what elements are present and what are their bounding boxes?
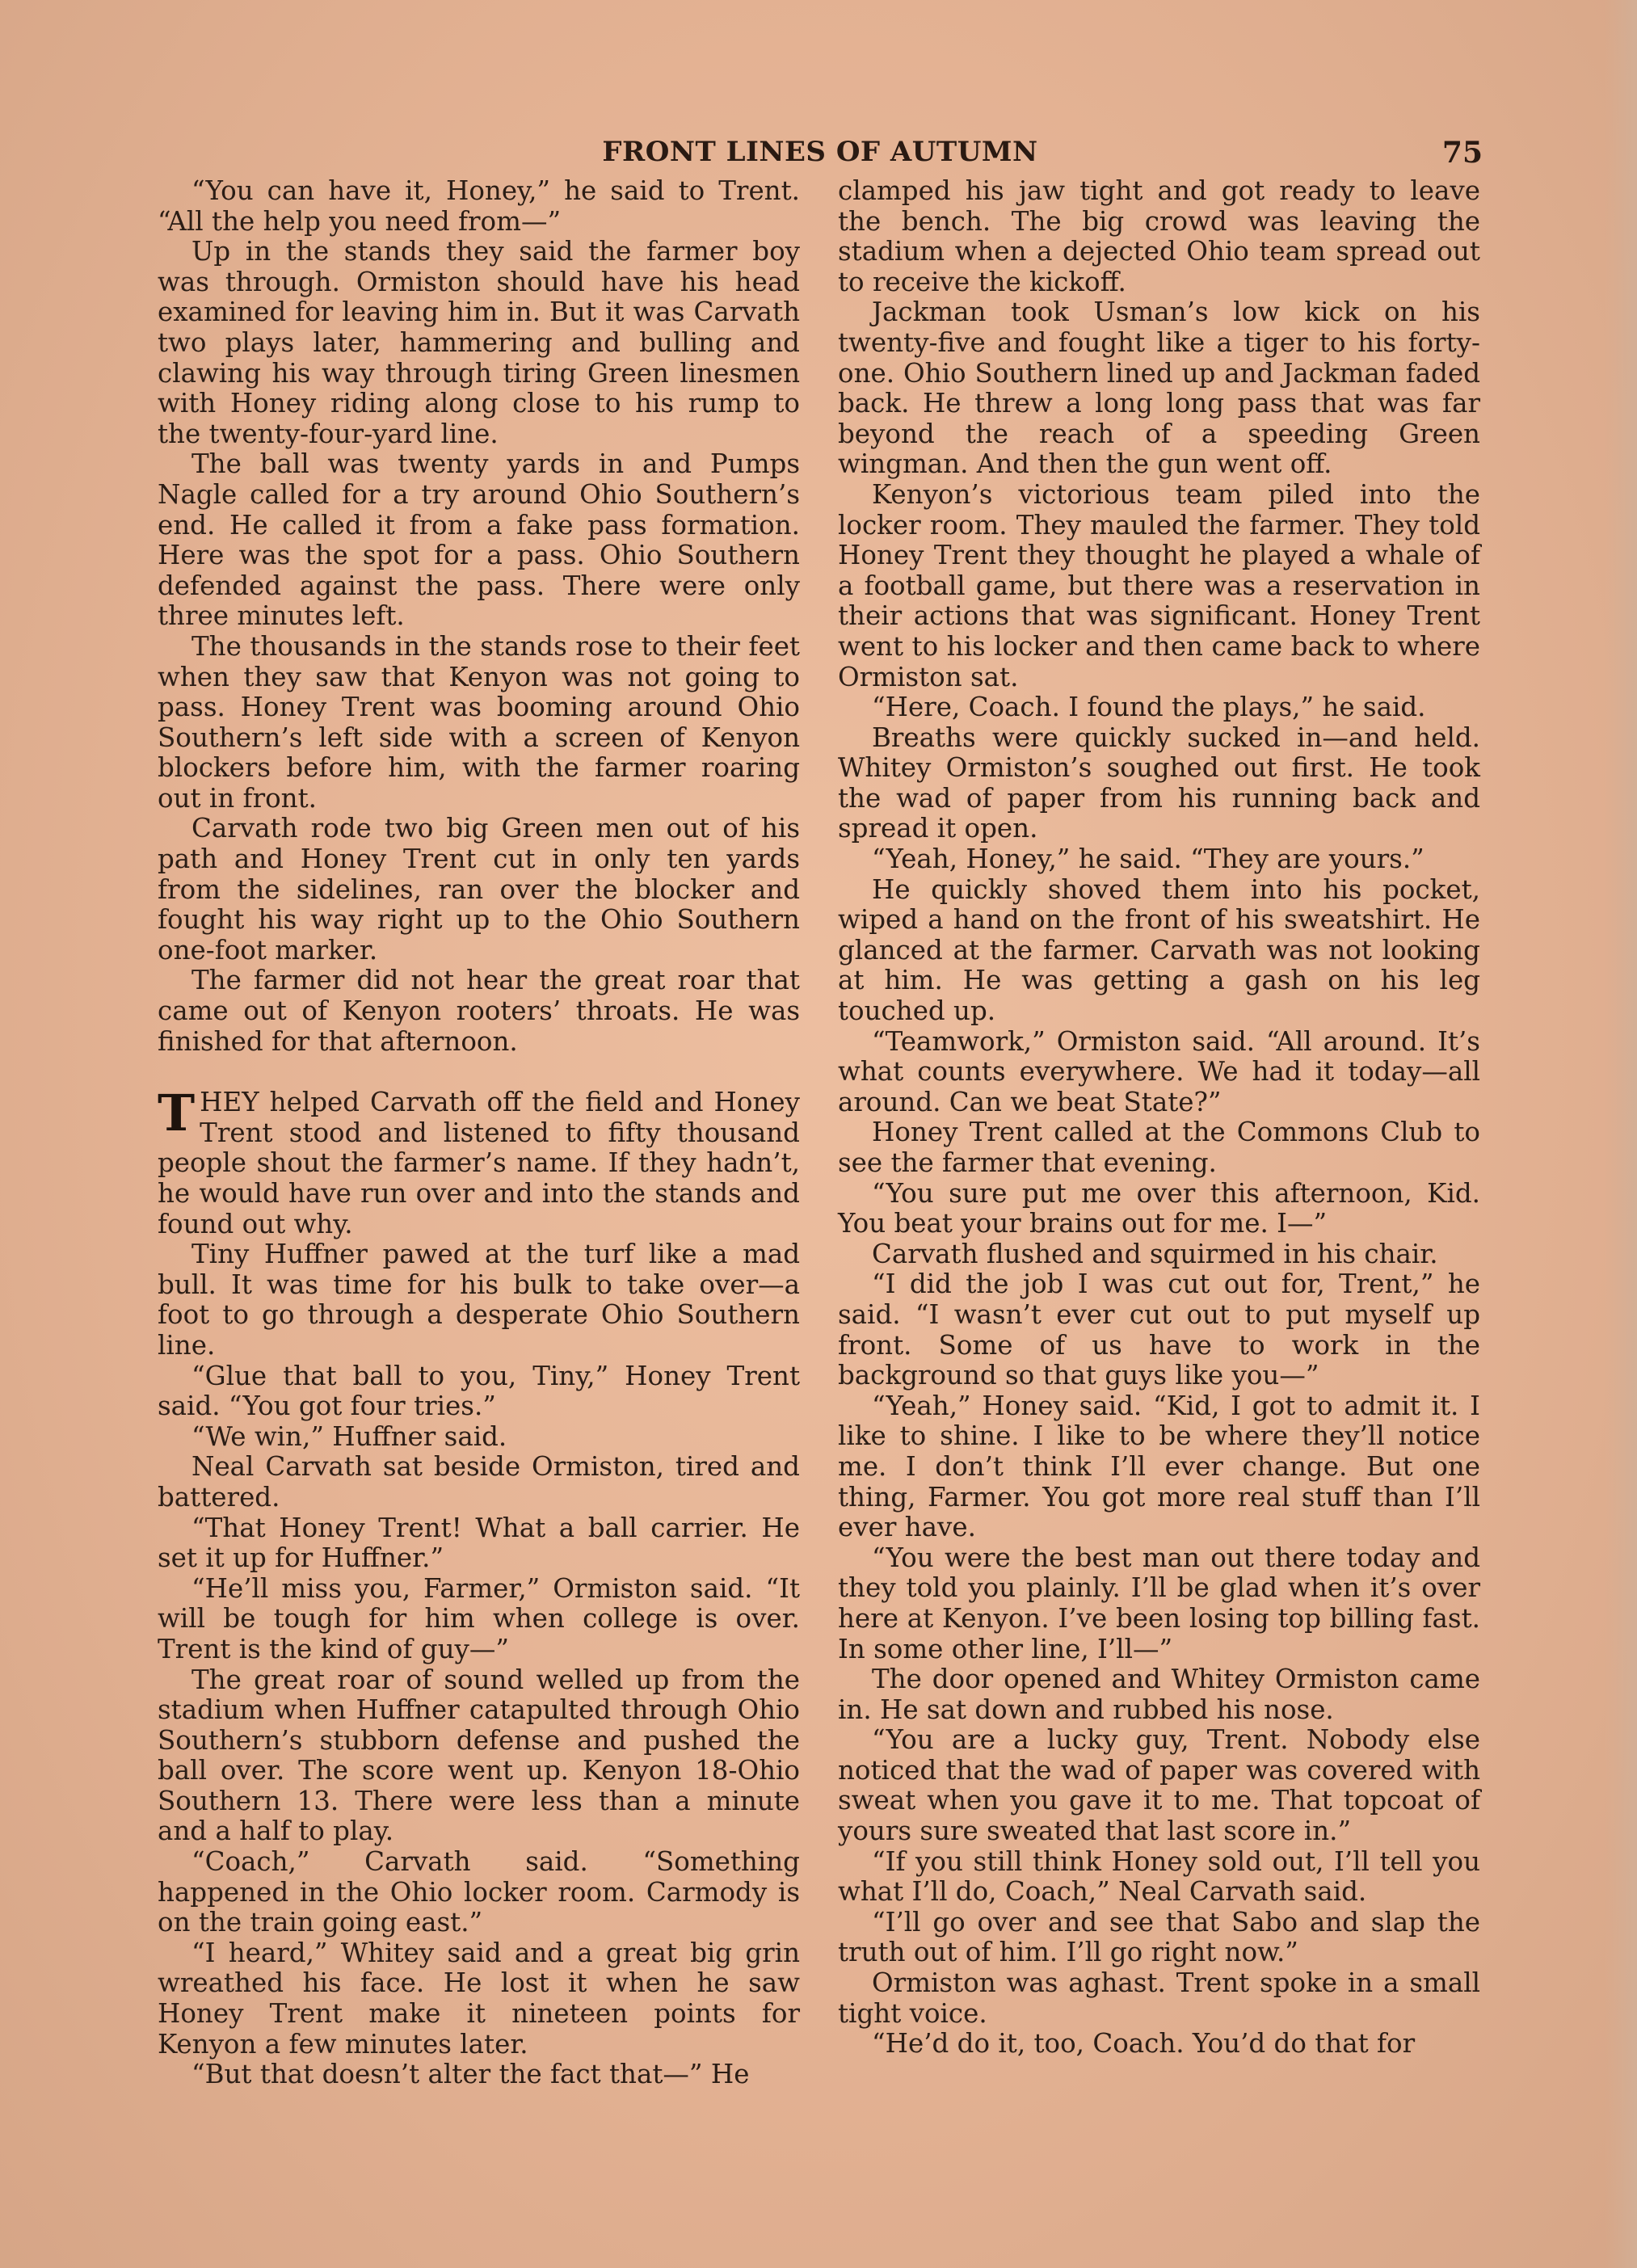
paragraph: Carvath flushed and squirmed in his chair.: [872, 1238, 1438, 1269]
paragraph: Carvath rode two big Green men out of his path and Honey Trent cut in only ten yards from the sidelines, ran over the blocker and fought his way right up to the Ohio Southern one-foot marker.: [158, 813, 800, 966]
left-column: [158, 176, 800, 2090]
paragraph: “He’ll miss you, Farmer,” Ormiston said. “It will be tough for him when college is over. Trent is the kind of guy—”: [158, 1572, 800, 1664]
paragraph: “That Honey Trent! What a ball carrier. He set it up for Huffner.”: [158, 1512, 800, 1574]
page-header: [158, 136, 1483, 176]
paragraph: “Here, Coach. I found the plays,” he said.: [872, 692, 1426, 723]
paragraph: “You sure put me over this afternoon, Kid. You beat your brains out for me. I—”: [838, 1177, 1480, 1239]
paragraph: Jackman took Usman’s low kick on his twenty-five and fought like a tiger to his forty-one. Ohio Southern lined up and Jackman faded back. He threw a long long pass that was far beyond the reach of a speeding Green wingman. And then the gun went off.: [838, 297, 1480, 480]
paragraph: “If you still think Honey sold out, I’ll tell you what I’ll do, Coach,” Neal Carvath said.: [838, 1845, 1480, 1908]
paragraph-text: helped Carvath off the field and Honey Trent stood and listened to fifty thousand people shout the farmer’s name. If they hadn’t, he would have run over and into the stands and found out why.: [158, 1087, 800, 1239]
paragraph: “I did the job I was cut out for, Trent,” he said. “I wasn’t ever cut out to put myself up front. Some of us have to work in the background so that guys like you—”: [838, 1269, 1480, 1391]
paragraph: Neal Carvath sat beside Ormiston, tired and battered.: [158, 1451, 800, 1513]
paragraph: Up in the stands they said the farmer boy was through. Ormiston should have his head examined for leaving him in. But it was Carvath two plays later, hammering and bulling and clawing his way through tiring Green linesmen with Honey riding along close to his rump to the twenty-four-yard line.: [158, 236, 800, 449]
paragraph: Breaths were quickly sucked in—and held. Whitey Ormiston’s soughed out first. He took the wad of paper from his running back and spread it open.: [838, 722, 1480, 844]
drop-cap: T: [158, 1084, 196, 1143]
paragraph: “You are a lucky guy, Trent. Nobody else noticed that the wad of paper was covered with sweat when you gave it to me. That topcoat of yours sure sweated that last score in.”: [838, 1724, 1480, 1847]
right-column: [838, 176, 1480, 2060]
paragraph: “You were the best man out there today and they told you plainly. I’ll be glad when it’s over here at Kenyon. I’ve been losing top billing fast. In some other line, I’ll—”: [838, 1542, 1480, 1664]
paragraph: “You can have it, Honey,” he said to Trent. “All the help you need from—”: [158, 175, 800, 237]
section-break: [158, 1057, 800, 1088]
paragraph-continued: clamped his jaw tight and got ready to leave the bench. The big crowd was leaving the stadium when a dejected Ohio team spread out to receive the kickoff.: [838, 175, 1480, 297]
paragraph: The thousands in the stands rose to their feet when they saw that Kenyon was not going to pass. Honey Trent was booming around Ohio Southern’s left side with a screen of Kenyon blockers before him, with the farmer roaring out in front.: [158, 630, 800, 814]
paragraph: The door opened and Whitey Ormiston came in. He sat down and rubbed his nose.: [838, 1664, 1480, 1725]
paragraph: The farmer did not hear the great roar that came out of Kenyon rooters’ throats. He was finished for that afternoon.: [158, 965, 800, 1057]
opening-caps: HEY: [200, 1087, 259, 1118]
page-number: 75: [1441, 136, 1483, 170]
paragraph: He quickly shoved them into his pocket, wiped a hand on the front of his sweatshirt. He glanced at the farmer. Carvath was not looking at him. He was getting a gash on his leg touched up.: [838, 873, 1480, 1027]
paragraph: Tiny Huffner pawed at the turf like a mad bull. It was time for his bulk to take over—a foot to go through a desperate Ohio Southern line.: [158, 1239, 800, 1361]
paragraph: “Glue that ball to you, Tiny,” Honey Trent said. “You got four tries.”: [158, 1360, 800, 1422]
paragraph: Honey Trent called at the Commons Club to see the farmer that evening.: [838, 1117, 1480, 1178]
paragraph: The ball was twenty yards in and Pumps Nagle called for a try around Ohio Southern’s end. He called it from a fake pass formation. Here was the spot for a pass. Ohio Southern defended against the pass. There were only three minutes left.: [158, 448, 800, 632]
paragraph: “But that doesn’t alter the fact that—” He: [191, 2059, 750, 2090]
running-title: FRONT LINES OF AUTUMN: [602, 136, 1038, 168]
paragraph: Ormiston was aghast. Trent spoke in a small tight voice.: [838, 1967, 1480, 2029]
paragraph: The great roar of sound welled up from the stadium when Huffner catapulted through Ohio Southern’s stubborn defense and pushed the ball over. The score went up. Kenyon 18-Ohio Southern 13. There were less than a minute and a half to play.: [158, 1664, 800, 1847]
paragraph: “Yeah,” Honey said. “Kid, I got to admit it. I like to shine. I like to be where they’ll notice me. I don’t think I’ll ever change. But one thing, Farmer. You got more real stuff than I’ll ever have.: [838, 1390, 1480, 1543]
paragraph: “Teamwork,” Ormiston said. “All around. It’s what counts everywhere. We had it today—all around. Can we beat State?”: [838, 1025, 1480, 1117]
paragraph: “He’d do it, too, Coach. You’d do that for: [872, 2028, 1416, 2060]
page-edge-shadow: [1605, 0, 1637, 2268]
section-opening-paragraph: [158, 1084, 800, 1239]
paragraph: Kenyon’s victorious team piled into the locker room. They mauled the farmer. They told Honey Trent they thought he played a whale of a football game, but there was a reservation in their actions that was significant. Honey Trent went to his locker and then came back to where Ormiston sat.: [838, 478, 1480, 692]
paragraph: “Yeah, Honey,” he said. “They are yours.”: [872, 844, 1424, 875]
paragraph: “Coach,” Carvath said. “Something happened in the Ohio locker room. Carmody is on the train going east.”: [158, 1846, 800, 1938]
paragraph: “We win,” Huffner said.: [191, 1420, 507, 1452]
paragraph: “I heard,” Whitey said and a great big grin wreathed his face. He lost it when he saw Honey Trent make it nineteen points for Kenyon a few minutes later.: [158, 1937, 800, 2060]
paragraph: “I’ll go over and see that Sabo and slap the truth out of him. I’ll go right now.”: [838, 1906, 1480, 1968]
